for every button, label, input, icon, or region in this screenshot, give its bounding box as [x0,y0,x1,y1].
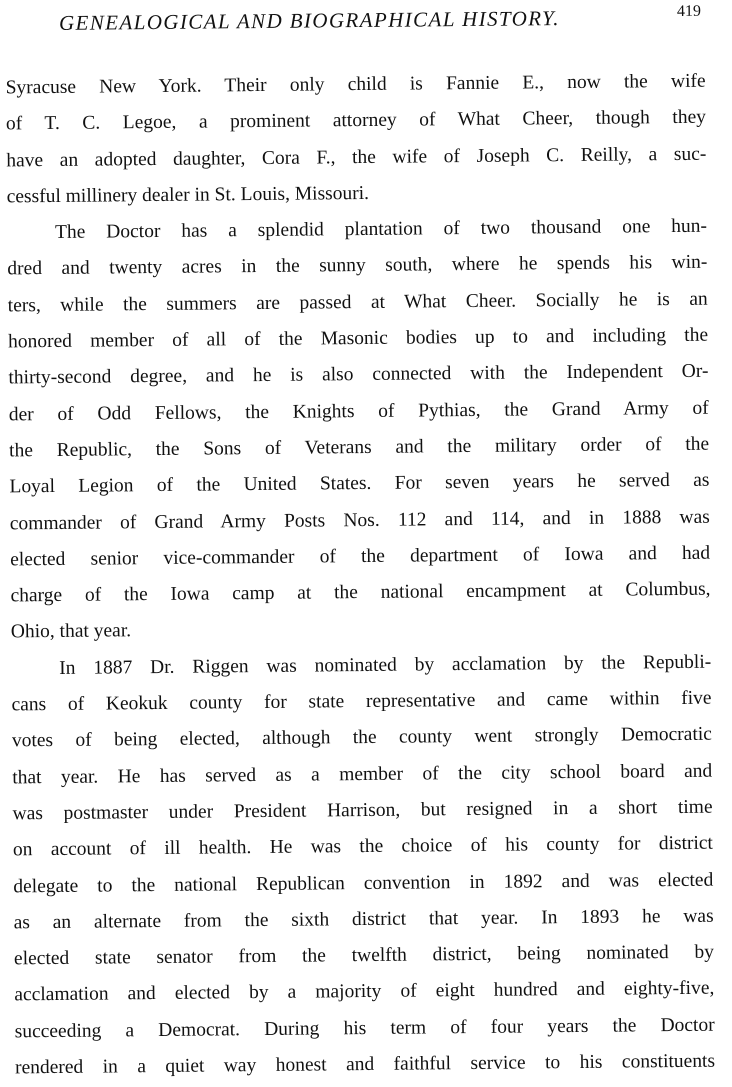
text-line: as an alternate from the sixth district that year. In 1893 he was [13,905,714,934]
text-line: was postmaster under President Harrison, but resigned in a short time [12,796,713,825]
text-line: that year. He has served as a member of the city school board and [12,760,713,789]
text-line: on account of ill health. He was the choice of his county for district [12,832,714,861]
text-line: In 1887 Dr. Riggen was nominated by acclamation by the Republi- [59,651,712,679]
text-line: the Republic, the Sons of Veterans and the military order of the [9,433,710,462]
text-line: elected senior vice-commander of the department of Iowa and had [10,542,711,571]
text-line: thirty-second degree, and he is also connected with the Independent Or- [8,361,709,389]
text-line: acclamation and elected by a majority of eight hundred and eighty-five, [14,978,715,1006]
text-line: dred and twenty acres in the sunny south, where he spends his win- [7,252,708,280]
text-line: cessful millinery dealer in St. Louis, Missouri. [6,182,370,208]
text-line: succeeding a Democrat. During his term of four years the Doctor [14,1014,715,1043]
page-number: 419 [676,2,702,20]
text-line: commander of Grand Army Posts Nos. 112 and 114, and in 1888 was [9,506,710,534]
page-header [58,2,709,41]
text-line: elected state senator from the twelfth district, being nominated by [13,941,715,970]
text-line: have an adopted daughter, Cora F., the wife of Joseph C. Reilly, a suc- [6,143,707,172]
text-line: ters, while the summers are passed at What Cheer. Socially he is an [7,288,708,317]
body-text [5,64,715,1087]
text-line: Syracuse New York. Their only child is Fannie E., now the wife [5,70,706,99]
text-line: honored member of all of the Masonic bodies up to and including the [7,324,709,353]
text-line: rendered in a quiet way honest and faithful service to his constituents [14,1050,716,1079]
text-line: cans of Keokuk county for state representative and came within five [11,687,712,716]
text-line: Loyal Legion of the United States. For seven years he served as [9,469,710,498]
text-line: Ohio, that year. [10,620,132,643]
text-line: votes of being elected, although the county went strongly Democratic [11,724,712,752]
text-line: charge of the Iowa camp at the national encampment at Columbus, [10,578,711,607]
text-line: delegate to the national Republican convention in 1892 and was elected [13,869,714,897]
text-line: der of Odd Fellows, the Knights of Pythias, the Grand Army of [8,397,709,426]
text-line: of T. C. Legoe, a prominent attorney of What Cheer, though they [5,107,707,135]
running-title: GENEALOGICAL AND BIOGRAPHICAL HISTORY. [58,6,560,35]
text-line: The Doctor has a splendid plantation of two thousand one hun- [54,215,708,244]
